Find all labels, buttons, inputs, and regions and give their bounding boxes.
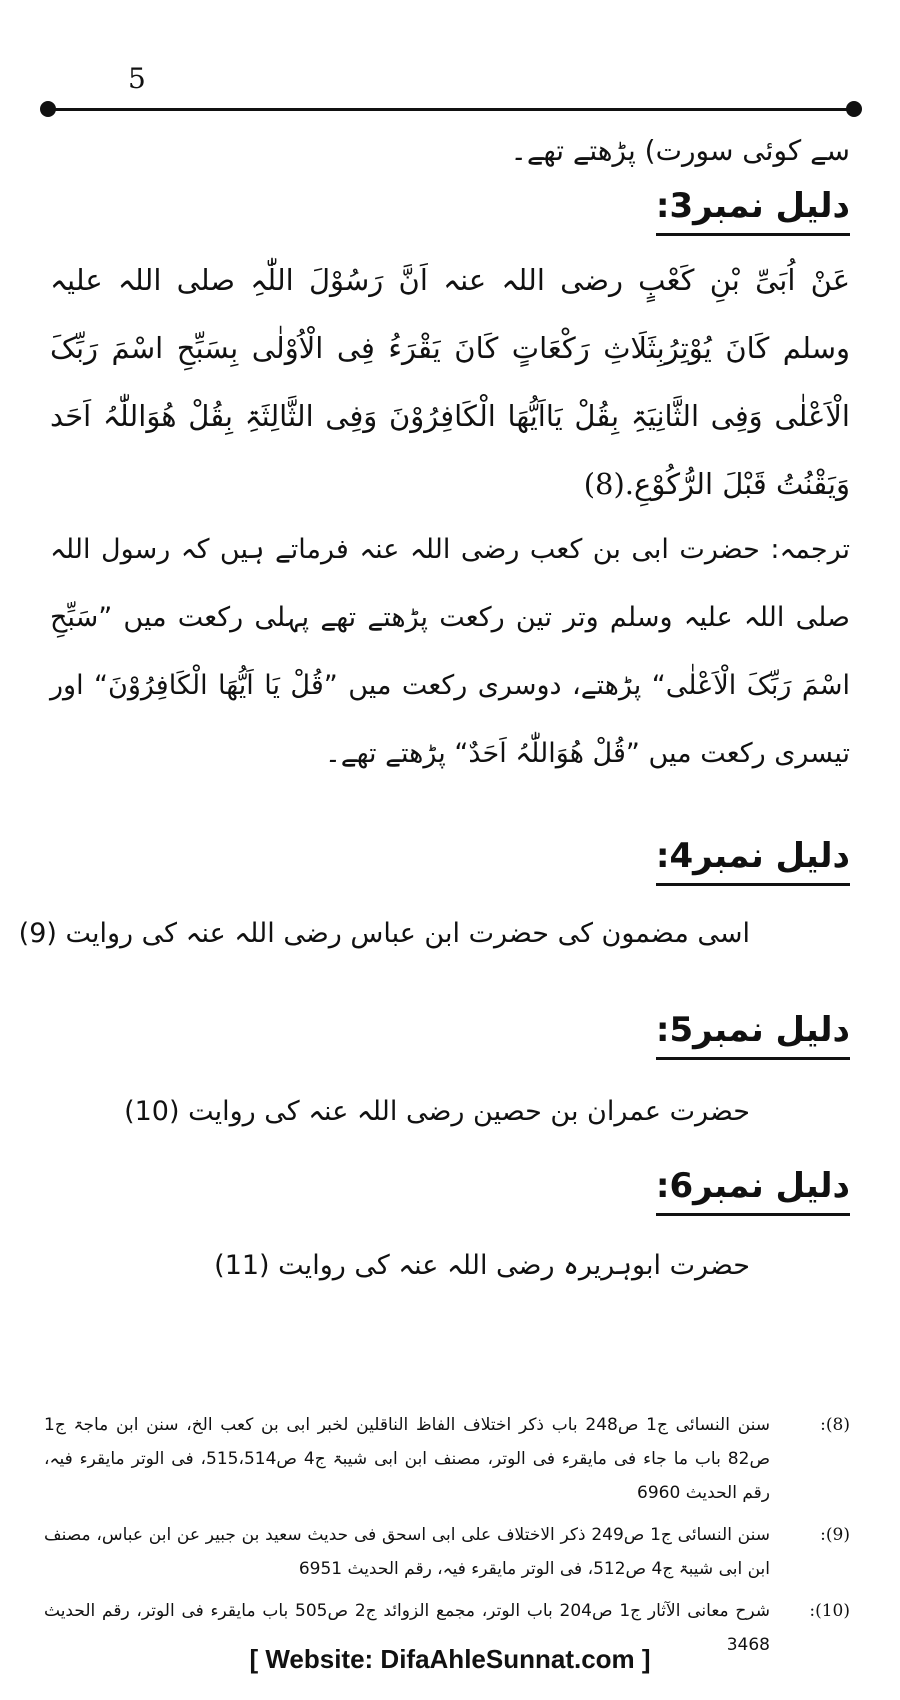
section-6-heading: دلیل نمبر6: xyxy=(656,1168,850,1216)
footnote-8 xyxy=(44,1408,850,1510)
section-5-heading: دلیل نمبر5: xyxy=(656,1012,850,1060)
footnote-text: شرح معانی الآثار ج1 ص204 باب الوتر، مجمع الزوائد ج2 ص505 باب مایقرء فی الوتر، رقم الحدیث 3468 xyxy=(44,1601,771,1655)
intro-line: سے کوئی سورت) پڑھتے تھے۔ xyxy=(510,134,850,167)
website-footer: [ Website: DifaAhleSunnat.com ] xyxy=(249,1644,651,1674)
page-number: 5 xyxy=(128,62,146,95)
section-6-narration: حضرت ابوہریرہ رضی اللہ عنہ کی روایت (11) xyxy=(214,1250,750,1281)
section-3-arabic: عَنْ اُبَیِّ بْنِ کَعْبٍ رضی اللہ عنہ اَنَّ رَسُوْلَ اللّٰہِ صلی اللہ علیہ وسلم کَانَ یُوْتِرُبِثَلَاثِ رَکْعَاتٍ کَانَ یَقْرَءُ فِی الْاُوْلٰی بِسَبِّحِ اسْمَ رَبِّکَ الْاَعْلٰی وَفِی الثَّانِیَۃِ بِقُلْ یَااَیُّھَا الْکَافِرُوْنَ وَفِی الثَّالِثَۃِ بِقُلْ ھُوَاللّٰہُ اَحَد وَیَقْنُتُ قَبْلَ الرُّکُوْعِ.(8) xyxy=(50,263,850,501)
section-4-heading: دلیل نمبر4: xyxy=(656,838,850,886)
footnote-number: (10): xyxy=(809,1601,850,1621)
section-4-narration: اسی مضمون کی حضرت ابن عباس رضی اللہ عنہ کی روایت (9) xyxy=(18,918,750,949)
section-3-heading: دلیل نمبر3: xyxy=(656,188,850,236)
section-5-narration: حضرت عمران بن حصین رضی اللہ عنہ کی روایت (10) xyxy=(124,1096,750,1127)
footnote-9 xyxy=(44,1518,850,1586)
footnote-text: سنن النسائی ج1 ص248 باب ذکر اختلاف الفاظ الناقلین لخبر ابی بن کعب الخ، سنن ابن ماجۃ ج1 ص82 باب ما جاء فی مایقرء فی الوتر، مصنف ابن ابی شیبۃ ج4 ص515،514، فی الوتر مایقرء فیہ، رقم الحدیث 6960 xyxy=(44,1415,771,1503)
top-rule xyxy=(48,108,854,111)
footnote-text: سنن النسائی ج1 ص249 ذکر الاختلاف علی ابی اسحق فی حدیث سعید بن جبیر عن ابن عباس، مصنف ابن ابی شیبۃ ج4 ص512، فی الوتر مایقرء فیہ، رقم الحدیث 6951 xyxy=(44,1525,770,1579)
section-3-translation: ترجمہ: حضرت ابی بن کعب رضی اللہ عنہ فرماتے ہیں کہ رسول اللہ صلی اللہ علیہ وسلم وتر تین رکعت پڑھتے تھے پہلی رکعت میں ”سَبِّحِ اسْمَ رَبِّکَ الْاَعْلٰی“ پڑھتے، دوسری رکعت میں ”قُلْ یَا اَیُّھَا الْکَافِرُوْنَ“ اور تیسری رکعت میں ”قُلْ ھُوَاللّٰہُ اَحَدٌ“ پڑھتے تھے۔ xyxy=(50,534,850,769)
footnote-number: (9): xyxy=(820,1525,850,1545)
footnotes xyxy=(44,1408,850,1670)
footnote-number: (8): xyxy=(820,1415,850,1435)
right-rule-dot xyxy=(846,101,862,117)
